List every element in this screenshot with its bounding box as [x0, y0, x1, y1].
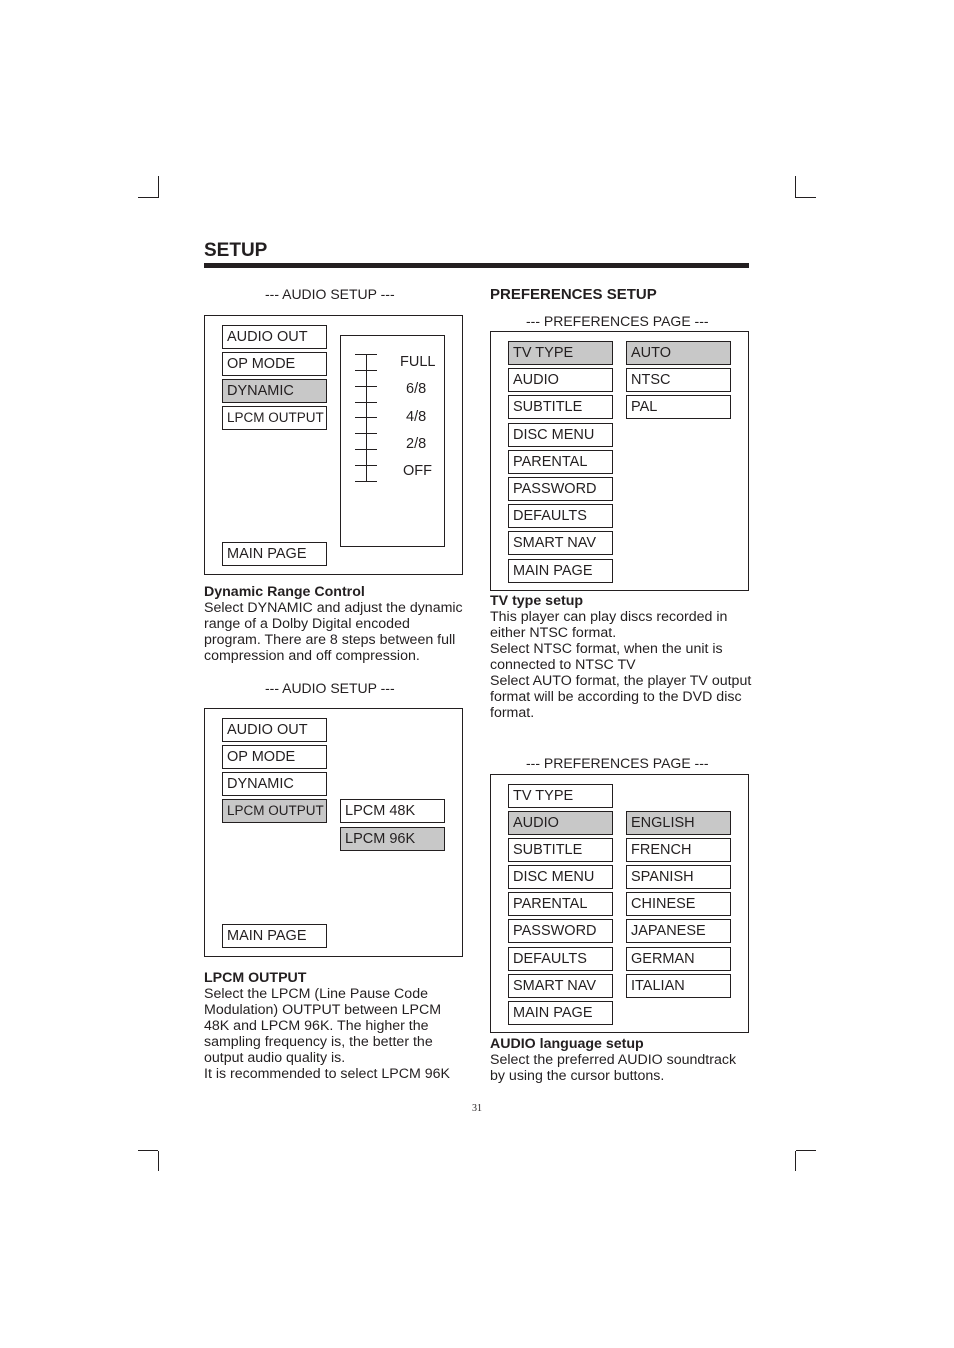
level-off: OFF	[403, 463, 432, 479]
menu-password[interactable]: PASSWORD	[508, 919, 613, 943]
text-line: It is recommended to select LPCM 96K	[204, 1066, 451, 1082]
option-japanese[interactable]: JAPANESE	[626, 919, 731, 943]
text-line: either NTSC format.	[490, 625, 617, 641]
menu-main-page[interactable]: MAIN PAGE	[508, 1001, 613, 1025]
slider-tick	[355, 433, 377, 434]
tv-type-heading: TV type setup	[490, 593, 584, 609]
crop-mark	[138, 197, 158, 198]
menu-defaults[interactable]: DEFAULTS	[508, 947, 613, 971]
dynamic-range-text	[204, 584, 463, 664]
slider-tick	[355, 354, 377, 355]
page-number: 31	[472, 1103, 482, 1114]
preferences-caption-2: --- PREFERENCES PAGE ---	[526, 755, 709, 771]
crop-mark	[795, 176, 796, 198]
text-line: Select the preferred AUDIO soundtrack	[490, 1052, 737, 1068]
menu-audio[interactable]: AUDIO	[508, 368, 613, 392]
menu-disc-menu[interactable]: DISC MENU	[508, 865, 613, 889]
text-line: 48K and LPCM 96K. The higher the	[204, 1018, 429, 1034]
text-line: Select the LPCM (Line Pause Code	[204, 986, 428, 1002]
slider-tick	[355, 449, 377, 450]
option-italian[interactable]: ITALIAN	[626, 974, 731, 998]
text-line: sampling frequency is, the better the	[204, 1034, 433, 1050]
menu-disc-menu[interactable]: DISC MENU	[508, 423, 613, 447]
menu-op-mode[interactable]: OP MODE	[222, 352, 327, 376]
slider-tick	[355, 417, 377, 418]
text-line: Select DYNAMIC and adjust the dynamic	[204, 600, 463, 616]
text-line: output audio quality is.	[204, 1050, 346, 1066]
slider-tick	[355, 402, 377, 403]
option-ntsc[interactable]: NTSC	[626, 368, 731, 392]
crop-mark	[138, 1150, 158, 1151]
crop-mark	[796, 197, 816, 198]
slider-tick	[355, 465, 377, 466]
crop-mark	[795, 1151, 796, 1171]
level-4-8: 4/8	[406, 409, 427, 425]
text-line: by using the cursor buttons.	[490, 1068, 665, 1084]
audio-setup-caption: --- AUDIO SETUP ---	[265, 286, 395, 302]
crop-mark	[158, 1151, 159, 1171]
text-line: format.	[490, 705, 535, 721]
preferences-panel	[490, 331, 749, 591]
menu-audio-out[interactable]: AUDIO OUT	[222, 718, 327, 742]
slider-tick	[355, 370, 377, 371]
slider-tick	[355, 481, 377, 482]
text-line: connected to NTSC TV	[490, 657, 636, 673]
menu-smart-nav[interactable]: SMART NAV	[508, 974, 613, 998]
lpcm-heading: LPCM OUTPUT	[204, 970, 307, 986]
menu-op-mode[interactable]: OP MODE	[222, 745, 327, 769]
text-line: range of a Dolby Digital encoded	[204, 616, 410, 632]
menu-audio-out[interactable]: AUDIO OUT	[222, 325, 327, 349]
dynamic-range-slider[interactable]	[340, 335, 445, 547]
menu-parental[interactable]: PARENTAL	[508, 450, 613, 474]
menu-main-page[interactable]: MAIN PAGE	[508, 559, 613, 583]
menu-smart-nav[interactable]: SMART NAV	[508, 531, 613, 555]
menu-dynamic[interactable]: DYNAMIC	[222, 772, 327, 796]
audio-language-text	[490, 1036, 736, 1084]
audio-setup-caption-2: --- AUDIO SETUP ---	[265, 680, 395, 696]
text-line: Select AUTO format, the player TV output	[490, 673, 752, 689]
text-line: Select NTSC format, when the unit is	[490, 641, 723, 657]
tv-type-text	[490, 593, 751, 721]
menu-audio[interactable]: AUDIO	[508, 811, 613, 835]
level-full: FULL	[400, 354, 436, 370]
menu-tv-type[interactable]: TV TYPE	[508, 341, 613, 365]
option-spanish[interactable]: SPANISH	[626, 865, 731, 889]
option-chinese[interactable]: CHINESE	[626, 892, 731, 916]
text-line: This player can play discs recorded in	[490, 609, 728, 625]
audio-setup-panel	[204, 315, 463, 575]
dynamic-range-heading: Dynamic Range Control	[204, 584, 365, 600]
text-line: program. There are 8 steps between full	[204, 632, 456, 648]
audio-setup-panel-2	[204, 708, 463, 957]
menu-dynamic[interactable]: DYNAMIC	[222, 379, 327, 403]
menu-tv-type[interactable]: TV TYPE	[508, 784, 613, 808]
page-title: SETUP	[204, 240, 268, 261]
menu-main-page[interactable]: MAIN PAGE	[222, 542, 327, 566]
text-line: format will be according to the DVD disc	[490, 689, 742, 705]
lpcm-text	[204, 970, 450, 1082]
title-rule	[204, 263, 749, 268]
option-french[interactable]: FRENCH	[626, 838, 731, 862]
menu-subtitle[interactable]: SUBTITLE	[508, 838, 613, 862]
menu-password[interactable]: PASSWORD	[508, 477, 613, 501]
option-lpcm-96k[interactable]: LPCM 96K	[340, 827, 445, 851]
menu-main-page[interactable]: MAIN PAGE	[222, 924, 327, 948]
text-line: compression and off compression.	[204, 648, 420, 664]
menu-subtitle[interactable]: SUBTITLE	[508, 395, 613, 419]
option-german[interactable]: GERMAN	[626, 947, 731, 971]
option-auto[interactable]: AUTO	[626, 341, 731, 365]
option-pal[interactable]: PAL	[626, 395, 731, 419]
preferences-heading: PREFERENCES SETUP	[490, 286, 657, 303]
level-6-8: 6/8	[406, 381, 427, 397]
menu-lpcm-output[interactable]: LPCM OUTPUT	[222, 799, 327, 823]
crop-mark	[158, 176, 159, 198]
menu-defaults[interactable]: DEFAULTS	[508, 504, 613, 528]
crop-mark	[796, 1150, 816, 1151]
audio-language-heading: AUDIO language setup	[490, 1036, 644, 1052]
text-line: Modulation) OUTPUT between LPCM	[204, 1002, 442, 1018]
menu-parental[interactable]: PARENTAL	[508, 892, 613, 916]
menu-lpcm-output[interactable]: LPCM OUTPUT	[222, 406, 327, 430]
option-lpcm-48k[interactable]: LPCM 48K	[340, 799, 445, 823]
option-english[interactable]: ENGLISH	[626, 811, 731, 835]
preferences-caption: --- PREFERENCES PAGE ---	[526, 313, 709, 329]
preferences-panel-2	[490, 774, 749, 1033]
level-2-8: 2/8	[406, 436, 427, 452]
slider-tick	[355, 386, 377, 387]
